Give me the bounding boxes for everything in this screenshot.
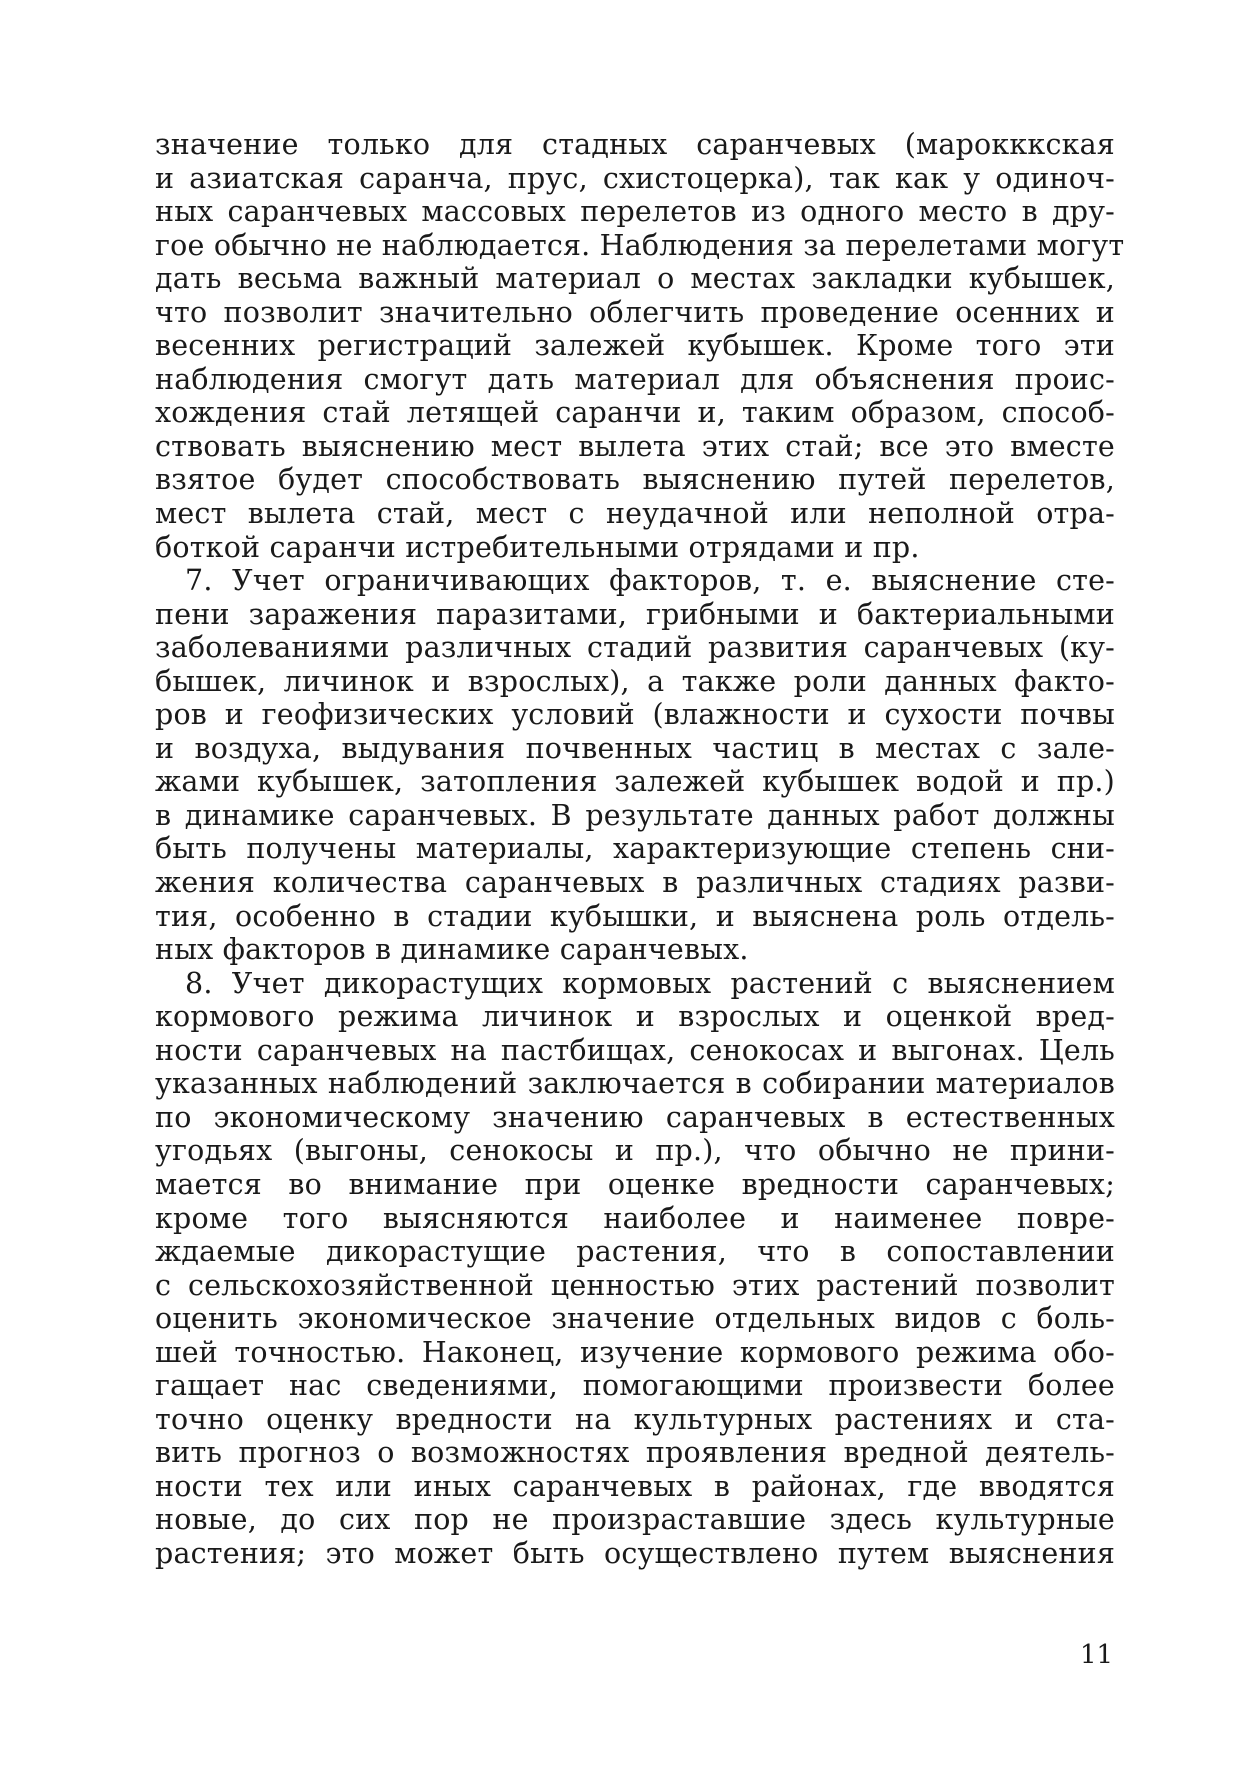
text-line: тия, особенно в стадии кубышки, и выяснена роль отдель- [155, 899, 1115, 933]
text-line: по экономическому значению саранчевых в естественных [155, 1100, 1115, 1134]
page-number: 11 [1080, 1640, 1114, 1670]
text-line: растения; это может быть осуществлено путем выяснения [155, 1536, 1115, 1570]
text-line: хождения стай летящей саранчи и, таким образом, способ- [155, 396, 1115, 430]
text-line: оценить экономическое значение отдельных видов с боль- [155, 1302, 1115, 1336]
text-line: жами кубышек, затопления залежей кубышек водой и пр.) [155, 765, 1115, 799]
text-line: гое обычно не наблюдается. Наблюдения за перелетами могут [155, 228, 1125, 262]
text-line: значение только для стадных саранчевых (марокккская [155, 128, 1115, 161]
text-line: с сельскохозяйственной ценностью этих растений позволит [155, 1268, 1115, 1302]
text-line: что позволит значительно облегчить проведение осенних и [155, 295, 1115, 329]
text-line: жения количества саранчевых в различных стадиях разви- [155, 866, 1115, 900]
text-line: весенних регистраций залежей кубышек. Кроме того эти [155, 329, 1115, 363]
text-line: ствовать выяснению мест вылета этих стай; все это вместе [155, 429, 1115, 463]
text-line: ных факторов в динамике саранчевых. [155, 933, 749, 967]
text-line: мест вылета стай, мест с неудачной или неполной отра- [155, 497, 1115, 531]
text-line: ности тех или иных саранчевых в районах, где вводятся [155, 1469, 1115, 1503]
body-text [155, 128, 1125, 1571]
text-line: ности саранчевых на пастбищах, сенокосах и выгонах. Цель [155, 1033, 1115, 1067]
text-line: в динамике саранчевых. В результате данных работ должны [155, 798, 1115, 832]
text-line: вить прогноз о возможностях проявления вредной деятель- [155, 1436, 1115, 1470]
text-line: 8. Учет дикорастущих кормовых растений с выяснением [185, 966, 1115, 1000]
text-line: ных саранчевых массовых перелетов из одного место в дру- [155, 195, 1115, 229]
paragraph-1 [155, 128, 1125, 564]
text-line: шей точностью. Наконец, изучение кормового режима обо- [155, 1335, 1115, 1369]
text-line: боткой саранчи истребительными отрядами и пр. [155, 530, 920, 564]
text-line: бышек, личинок и взрослых), а также роли данных факто- [155, 664, 1115, 698]
paragraph-3 [155, 967, 1115, 1571]
text-line: и азиатская саранча, прус, схистоцерка), так как у одиноч- [155, 161, 1115, 195]
text-line: и воздуха, выдувания почвенных частиц в местах с зале- [155, 731, 1115, 765]
text-line: заболеваниями различных стадий развития саранчевых (ку- [155, 631, 1115, 665]
text-line: пени заражения паразитами, грибными и бактериальными [155, 597, 1115, 631]
text-line: кормового режима личинок и взрослых и оценкой вред- [155, 1000, 1115, 1034]
text-line: мается во внимание при оценке вредности саранчевых; [155, 1167, 1115, 1201]
text-line: 7. Учет ограничивающих факторов, т. е. выяснение сте- [185, 564, 1115, 598]
text-line: ров и геофизических условий (влажности и сухости почвы [155, 698, 1115, 732]
paragraph-2 [155, 564, 1115, 967]
text-line: кроме того выясняются наиболее и наименее повре- [155, 1201, 1115, 1235]
text-line: быть получены материалы, характеризующие степень сни- [155, 832, 1115, 866]
text-line: гащает нас сведениями, помогающими произвести более [155, 1369, 1115, 1403]
text-line: дать весьма важный материал о местах закладки кубышек, [155, 262, 1115, 296]
text-line: наблюдения смогут дать материал для объяснения проис- [155, 362, 1115, 396]
text-line: ждаемые дикорастущие растения, что в сопоставлении [155, 1235, 1115, 1269]
text-line: угодьях (выгоны, сенокосы и пр.), что обычно не прини- [155, 1134, 1115, 1168]
text-line: точно оценку вредности на культурных растениях и ста- [155, 1402, 1115, 1436]
text-line: новые, до сих пор не произраставшие здесь культурные [155, 1503, 1115, 1537]
text-line: взятое будет способствовать выяснению путей перелетов, [155, 463, 1115, 497]
text-line: указанных наблюдений заключается в собирании материалов [155, 1067, 1115, 1101]
